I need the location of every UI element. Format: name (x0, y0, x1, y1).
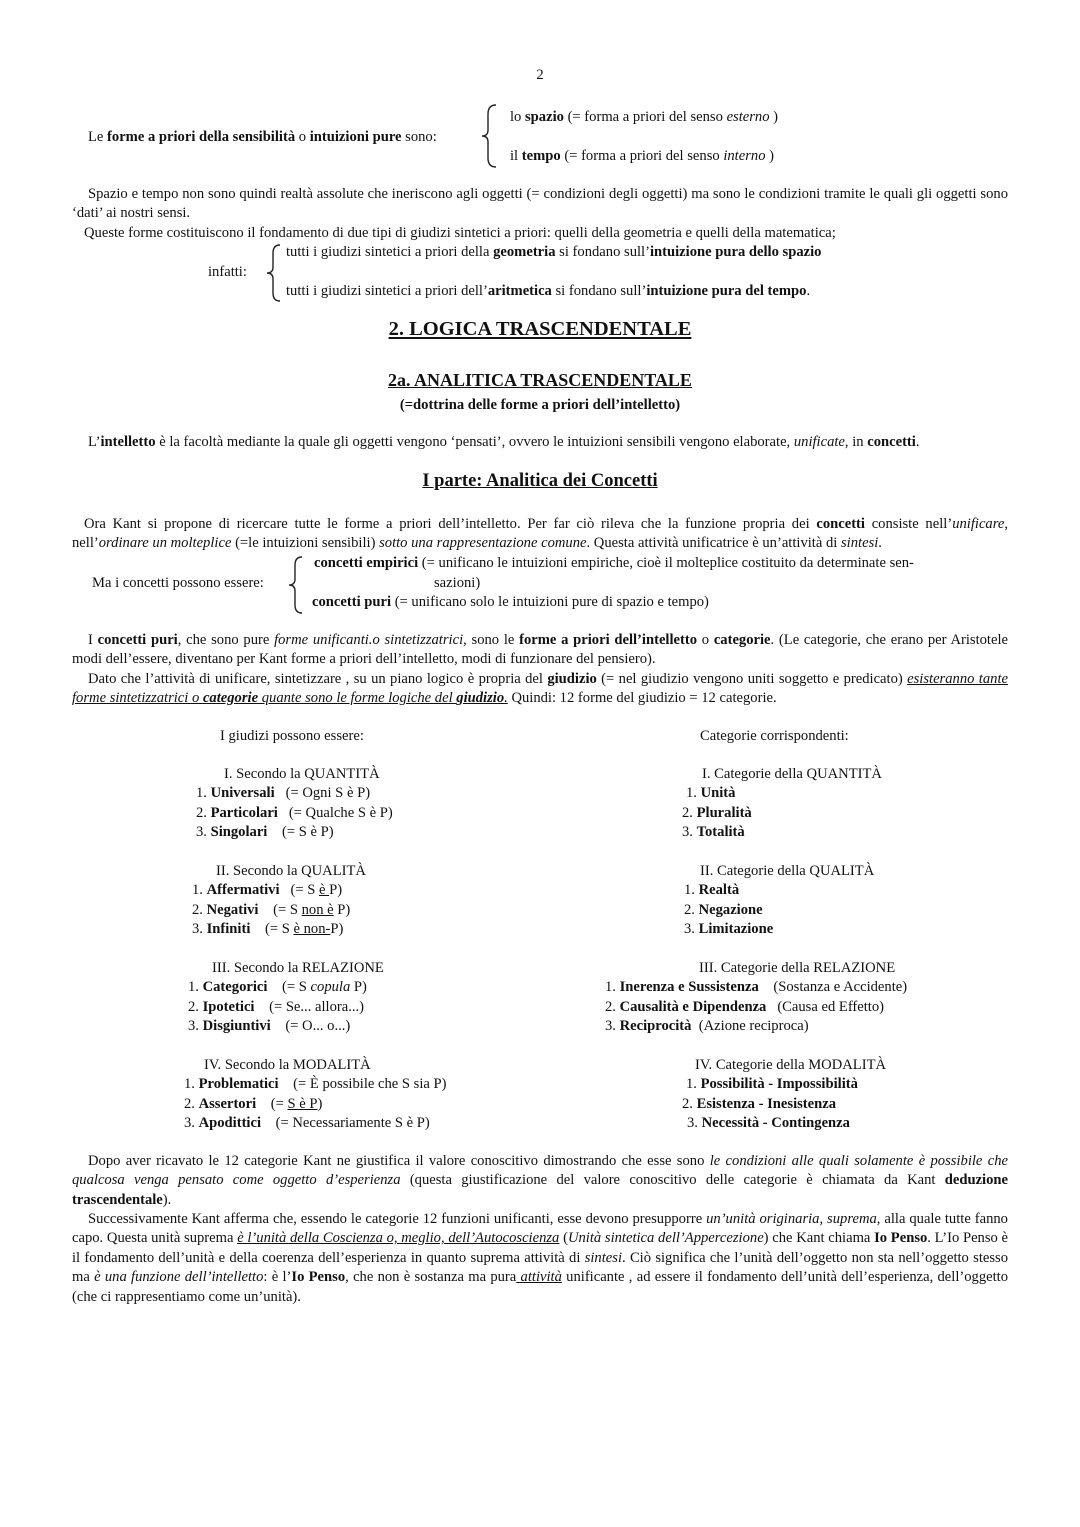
categories-item (686, 1075, 886, 1094)
io-italic-4: è una funzione dell’intelletto (94, 1269, 264, 1286)
item-number: 3. (192, 921, 207, 938)
puri-bold-3: categorie (713, 632, 771, 648)
io-text-8: , che non è sostanza ma pura (345, 1269, 517, 1286)
kant-text-5: . Questa attività unificatrice è un’attività di (586, 535, 841, 552)
io-text-9: unificante , ad essere il fondamento dell’unità dell’esperienza, dell’oggetto (che ci rappresentiamo come un’unità). (72, 1269, 1009, 1305)
item-note: (Sostanza e Accidente) (773, 979, 908, 996)
item-note-underline: S è P (287, 1095, 318, 1112)
judgments-item (184, 1114, 447, 1133)
ari-bold: aritmetica (487, 283, 552, 299)
item-note: (= Ogni S è P) (285, 785, 371, 802)
deduzione-text-3: ). (162, 1191, 172, 1208)
item-number: 3. (687, 1115, 702, 1132)
categories-group-title: III. Categorie della RELAZIONE (699, 960, 896, 976)
item-number: 3. (605, 1018, 620, 1035)
ari-bold-2: intuizione pura del tempo (646, 283, 807, 299)
item-name: Universali (210, 785, 275, 802)
categories-item (682, 823, 882, 842)
deduzione-text-2: (questa giustificazione del valore conoscitivo delle categorie è chiamata da Kant (400, 1172, 945, 1189)
item-note: (= Necessariamente S è P) (275, 1115, 430, 1132)
puri-bold-2: forme a priori dell’intelletto (519, 632, 698, 648)
judgments-group-title: IV. Secondo la MODALITÀ (204, 1057, 371, 1073)
item-name: Problematici (198, 1076, 279, 1093)
emp-text: (= unificano le intuizioni empiriche, cioè il molteplice costituito da determinate sen- (418, 555, 914, 571)
paragraph-deduzione (72, 1152, 1008, 1210)
item-note: (= S è P) (281, 824, 334, 841)
paragraph-kant-concetti (72, 515, 1008, 554)
dato-text-3: Quindi: 12 forme del giudizio = 12 categorie. (507, 690, 777, 707)
item-name: Reciprocità (619, 1018, 692, 1035)
categories-item (605, 978, 907, 997)
geo-bold: geometria (493, 244, 556, 260)
kant-text-4: (=le intuizioni sensibili) (231, 535, 380, 552)
forms-space (510, 108, 778, 127)
concetti-types-label: Ma i concetti possono essere: (92, 575, 264, 591)
judgments-group-title: II. Secondo la QUALITÀ (216, 863, 366, 879)
paragraph-space-time: Spazio e tempo non sono quindi realtà assolute che ineriscono agli oggetti (= condizioni degli oggetti) ma sono le condizioni tramite le quali gli oggetti sono ‘dati’ ai nostri sensi. (72, 186, 1008, 222)
space-text-2: (= forma a priori del senso (563, 109, 727, 125)
categories-item (684, 920, 874, 939)
intelletto-bold-2: concetti (867, 434, 916, 450)
part-title (240, 472, 840, 491)
item-name: Affermativi (206, 882, 280, 899)
kant-italic-4: sintesi (841, 535, 879, 552)
ari-text-2: si fondano sull’ (551, 283, 647, 299)
item-name: Negazione (698, 901, 763, 918)
io-text-2: , alla quale tutte fanno capo. Questa unità suprema (72, 1211, 1008, 1247)
item-note: (= S (273, 901, 302, 918)
section-subtitle-note: (=dottrina delle forme a priori dell’intelletto) (399, 397, 681, 413)
item-name: Inerenza e Sussistenza (619, 979, 759, 996)
dato-bold-italic: categorie (202, 690, 259, 707)
io-text-5: . L’Io Penso è il fondamento dell’unità e della coerenza dell’esperienza in quanto suprema attività di (72, 1230, 1009, 1266)
item-number: 2. (196, 804, 211, 821)
categories-group-relation (605, 959, 907, 1037)
forms-lead-bold-1: forme a priori della sensibilità (107, 129, 296, 145)
item-note-italic: copula (310, 979, 351, 996)
item-number: 1. (605, 979, 620, 996)
space-text: lo (510, 109, 525, 125)
item-note-end: ) (317, 1095, 323, 1112)
io-bold: Io Penso (874, 1230, 928, 1247)
categories-item (605, 998, 907, 1017)
infatti-arithmetic (286, 282, 810, 301)
item-note-end: P) (333, 901, 351, 918)
io-italic-underline-2: attività (516, 1269, 562, 1286)
io-italic-underline: è l’unità della Coscienza o, meglio, dell’Autocoscienza (237, 1230, 560, 1247)
intelletto-italic: unificate (793, 434, 845, 450)
concetti-puri (312, 593, 709, 612)
forms-lead-text: Le (88, 129, 108, 145)
judgments-group-relation (188, 959, 384, 1037)
item-number: 1. (684, 882, 699, 899)
judgments-item (188, 1017, 384, 1036)
item-name: Esistenza - Inesistenza (696, 1095, 837, 1112)
page-number: 2 (536, 67, 544, 83)
emp-bold: concetti empirici (314, 555, 419, 571)
item-name: Ipotetici (202, 998, 255, 1015)
item-name: Apodittici (198, 1115, 262, 1132)
concetti-empirici (314, 554, 914, 573)
item-note: (= S (290, 882, 319, 899)
section-title-text: 2. LOGICA TRASCENDENTALE (388, 318, 692, 340)
judgments-item (192, 920, 366, 939)
item-name: Unità (700, 785, 736, 802)
section-subtitle-analitica (240, 371, 840, 390)
categories-group-title: I. Categorie della QUANTITÀ (702, 766, 882, 782)
item-note: (= S (282, 979, 311, 996)
puri-text-3: , sono le (463, 632, 520, 648)
puri-bold: concetti puri (97, 632, 178, 648)
forms-lead-text-2: o (295, 129, 310, 145)
item-note-end: P) (330, 921, 344, 938)
time-text-2: (= forma a priori del senso (560, 148, 724, 164)
item-name: Totalità (696, 824, 745, 841)
time-text-3: ) (765, 148, 775, 164)
item-note: (= Qualche S è P) (288, 804, 393, 821)
item-name: Pluralità (696, 804, 752, 821)
categories-group-modality (684, 1056, 886, 1134)
concetti-empirici-cont: sazioni) (434, 575, 481, 591)
infatti-geometry (286, 243, 821, 262)
judgments-group-title: III. Secondo la RELAZIONE (212, 960, 384, 976)
categories-item (684, 901, 874, 920)
item-number: 2. (188, 998, 203, 1015)
item-number: 1. (686, 785, 701, 802)
categories-item (605, 1017, 907, 1036)
io-text-6: . Ciò significa che l’unità dell’oggetto non sta nell’oggetto stesso ma (72, 1249, 1009, 1286)
io-italic-2: Unità sintetica dell’Appercezione (567, 1230, 764, 1247)
categories-group-quality (684, 862, 874, 940)
puri-italic: forme unificanti.o sintetizzatrici (274, 632, 464, 648)
item-note-end: P) (350, 979, 367, 996)
categories-item (682, 804, 882, 823)
geo-text: tutti i giudizi sintetici a priori della (286, 244, 494, 260)
judgments-item (196, 804, 393, 823)
paragraph-intelletto (72, 433, 1008, 452)
pur-bold: concetti puri (312, 594, 392, 610)
item-note: (Causa ed Effetto) (777, 998, 885, 1015)
item-name: Realtà (698, 882, 740, 899)
item-number: 3. (196, 824, 211, 841)
item-number: 1. (188, 979, 203, 996)
time-text: il (510, 148, 522, 164)
time-bold: tempo (521, 148, 561, 164)
deduzione-text: Dopo aver ricavato le 12 categorie Kant ne giustifica il valore conoscitivo dimostrando che esse sono (88, 1153, 710, 1169)
ari-text-3: . (806, 283, 811, 299)
space-text-3: ) (769, 109, 779, 125)
part-title-text: I parte: Analitica dei Concetti (422, 471, 658, 491)
dato-italic-3: . (504, 690, 508, 707)
item-number: 2. (192, 901, 207, 918)
categories-group-title: IV. Categorie della MODALITÀ (695, 1057, 887, 1073)
intelletto-text-3: , in (844, 434, 868, 450)
item-name: Particolari (210, 804, 278, 821)
item-note-end: P) (329, 882, 343, 899)
intelletto-text: L’ (88, 434, 101, 450)
judgments-item (192, 881, 366, 900)
dato-bold: giudizio (547, 671, 597, 687)
kant-text-3: , nell’ (72, 516, 1008, 552)
time-italic: interno (723, 148, 766, 164)
dato-italic: esisteranno tante forme sintetizzatrici o (72, 671, 1008, 707)
infatti-brace (264, 244, 284, 302)
judgments-group-modality (184, 1056, 447, 1134)
paragraph-forms-foundation: Queste forme costituiscono il fondamento di due tipi di giudizi sintetici a priori: quelli della geometria e quelli della matematica; (84, 225, 836, 241)
item-note-underline: non è (301, 901, 334, 918)
judgments-item (188, 978, 384, 997)
categories-item (682, 1095, 886, 1114)
judgments-header: I giudizi possono essere: (220, 728, 364, 744)
puri-text: I (88, 632, 98, 648)
item-note: (Azione reciproca) (698, 1018, 809, 1035)
puri-text-2: , che sono pure (177, 632, 275, 648)
judgments-item (196, 823, 393, 842)
dato-text-2: (= nel giudizio vengono uniti soggetto e predicato) (596, 671, 908, 687)
item-name: Causalità e Dipendenza (619, 998, 767, 1015)
io-italic-3: sintesi (584, 1249, 622, 1266)
io-text-3: ( (559, 1230, 568, 1247)
puri-text-5: . (Le categorie, che erano per Aristotele modi dell’essere, diventano per Kant forme a priori dell’intelletto, modi di funzionare del pensiero). (72, 632, 1008, 668)
paragraph-concetti-puri (72, 631, 1008, 670)
section-title-logica (240, 320, 840, 339)
io-text-4: ) che Kant chiama (763, 1230, 875, 1247)
categories-item (686, 784, 882, 803)
paragraph-dato (72, 670, 1008, 709)
geo-text-2: si fondano sull’ (555, 244, 650, 260)
categories-group-quantity (682, 765, 882, 843)
categories-header: Categorie corrispondenti: (700, 728, 849, 744)
item-name: Disgiuntivi (202, 1018, 271, 1035)
item-number: 3. (682, 824, 697, 841)
forms-lead-bold-2: intuizioni pure (309, 129, 402, 145)
item-note-underline: è non- (293, 921, 331, 938)
item-number: 2. (682, 804, 697, 821)
infatti-label: infatti: (208, 264, 247, 280)
geo-bold-2: intuizione pura dello spazio (649, 244, 822, 260)
kant-italic-2: ordinare un molteplice (98, 535, 232, 552)
judgments-item (184, 1075, 447, 1094)
item-number: 1. (184, 1076, 199, 1093)
item-number: 2. (684, 901, 699, 918)
item-note: (= È possibile che S sia P) (293, 1076, 447, 1093)
item-number: 1. (196, 785, 211, 802)
item-number: 1. (192, 882, 207, 899)
categories-item (687, 1114, 886, 1133)
intelletto-text-2: è la facoltà mediante la quale gli oggetti vengono ‘pensati’, ovvero le intuizioni sensibili vengono elaborate, (155, 434, 794, 450)
item-note-underline: è (319, 882, 330, 899)
item-number: 2. (184, 1095, 199, 1112)
intelletto-bold: intelletto (100, 434, 156, 450)
io-text-7: : è l’ (263, 1269, 292, 1286)
item-number: 3. (184, 1115, 199, 1132)
puri-text-4: o (697, 632, 714, 648)
dato-text: Dato che l’attività di unificare, sintetizzare , su un piano logico è propria del (88, 671, 548, 687)
item-number: 3. (188, 1018, 203, 1035)
item-name: Possibilità - Impossibilità (700, 1076, 858, 1093)
item-number: 3. (684, 921, 699, 938)
judgments-item (196, 784, 393, 803)
section-subtitle-text: 2a. ANALITICA TRASCENDENTALE (388, 370, 692, 390)
concetti-brace (286, 556, 306, 614)
space-bold: spazio (525, 109, 564, 125)
item-note: (= O... o...) (285, 1018, 351, 1035)
item-number: 1. (686, 1076, 701, 1093)
kant-text-6: . (878, 535, 882, 552)
kant-text: Ora Kant si propone di ricercare tutte le forme a priori dell’intelletto. Per far ciò rileva che la funzione propria dei (84, 516, 817, 532)
paragraph-io-penso (72, 1210, 1008, 1307)
item-note: (= Se... allora...) (269, 998, 365, 1015)
item-number: 2. (682, 1095, 697, 1112)
ari-text: tutti i giudizi sintetici a priori dell’ (286, 283, 488, 299)
judgments-group-title: I. Secondo la QUANTITÀ (224, 766, 380, 782)
item-number: 2. (605, 998, 620, 1015)
io-text: Successivamente Kant afferma che, essendo le categorie 12 funzioni unificanti, esse devono presupporre (88, 1211, 707, 1227)
deduzione-bold: deduzione trascendentale (72, 1172, 1008, 1208)
item-name: Categorici (202, 979, 268, 996)
item-name: Infiniti (206, 921, 251, 938)
forms-lead (88, 128, 437, 147)
item-name: Limitazione (698, 921, 774, 938)
item-name: Necessità - Contingenza (701, 1115, 850, 1132)
dato-italic-2: quante sono le forme logiche del (258, 690, 457, 707)
item-note: (= S (264, 921, 294, 938)
forms-lead-text-3: sono: (401, 129, 437, 145)
categories-item (684, 881, 874, 900)
item-name: Singolari (210, 824, 268, 841)
judgments-group-quantity (196, 765, 393, 843)
pur-text: (= unificano solo le intuizioni pure di spazio e tempo) (391, 594, 709, 610)
dato-bold-italic-2: giudizio (456, 690, 505, 707)
io-bold-2: Io Penso (291, 1269, 346, 1286)
forms-time (510, 147, 774, 166)
space-italic: esterno (726, 109, 770, 125)
forms-brace (480, 104, 500, 168)
kant-italic-3: sotto una rappresentazione comune (379, 535, 587, 552)
item-name: Assertori (198, 1095, 257, 1112)
item-name: Negativi (206, 901, 259, 918)
judgments-group-quality (192, 862, 366, 940)
judgments-item (188, 998, 384, 1017)
io-italic: un’unità originaria, suprema (706, 1211, 877, 1227)
deduzione-italic: le condizioni alle quali solamente è possibile che qualcosa venga pensato come oggetto d’esperienza (72, 1153, 1008, 1189)
item-note: (= (270, 1095, 288, 1112)
intelletto-text-4: . (915, 434, 920, 450)
kant-text-2: consiste nell’ (864, 516, 953, 532)
kant-italic: unificare (952, 516, 1005, 532)
categories-group-title: II. Categorie della QUALITÀ (700, 863, 875, 879)
kant-bold: concetti (816, 516, 865, 532)
judgments-item (184, 1095, 447, 1114)
judgments-item (192, 901, 366, 920)
